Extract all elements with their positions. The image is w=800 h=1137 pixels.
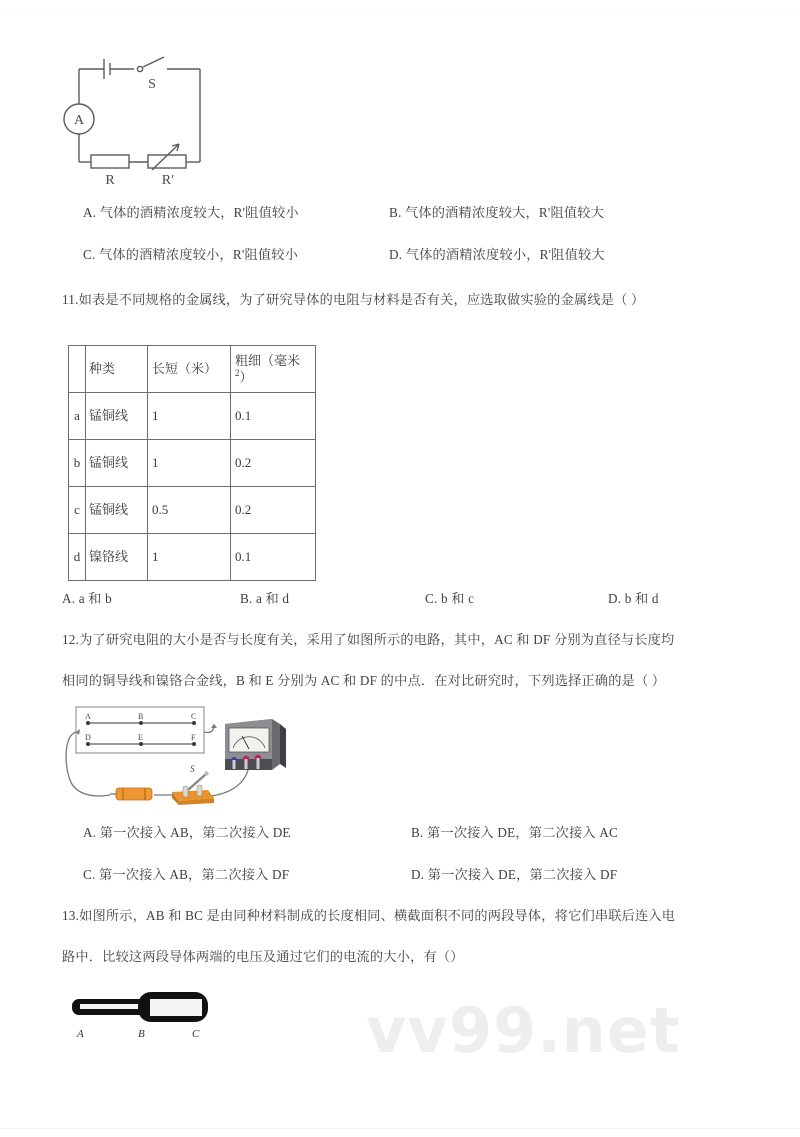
q12-option-d-text: 第一次接入 DE，第二次接入 DF (427, 867, 618, 882)
row-length: 1 (148, 440, 231, 487)
table-row (69, 440, 316, 487)
row-index: d (69, 534, 86, 581)
node-a-label: A (85, 712, 91, 721)
q10-option-d-text: 气体的酒精浓度较小，R'阻值较大 (405, 247, 605, 262)
switch-label: S (148, 77, 156, 92)
row-thickness: 0.2 (231, 440, 316, 487)
q11-option-d-key: D. (608, 591, 622, 606)
ammeter-device (225, 719, 286, 770)
q12-option-b (411, 822, 618, 841)
q12-option-d (411, 864, 617, 883)
q10-option-d (389, 244, 605, 263)
node-e-label: E (138, 733, 143, 742)
q13-conductor-diagram (66, 985, 266, 1045)
node-b-label: B (138, 1028, 145, 1040)
q11-option-b-text: a 和 d (256, 591, 290, 606)
page-top-rule (0, 8, 800, 9)
q12-option-a-text: 第一次接入 AB，第二次接入 DE (99, 825, 291, 840)
q12-option-c-key: C. (83, 867, 96, 882)
header-thickness-suffix: ） (239, 369, 253, 385)
q11-option-d (608, 588, 659, 607)
row-length: 1 (148, 534, 231, 581)
node-d-label: D (85, 733, 91, 742)
q11-stem: 11.如表是不同规格的金属线，为了研究导体的电阻与材料是否有关，应选取做实验的金属线是（ ） (62, 292, 645, 307)
q10-option-a-text: 气体的酒精浓度较大，R'阻值较小 (99, 205, 299, 220)
q10-option-c (83, 244, 298, 263)
q13-stem-line1: 13.如图所示，AB 和 BC 是由同种材料制成的长度相同、横截面积不同的两段导体，将它们串联后连入电 (62, 908, 676, 923)
row-thickness: 0.1 (231, 534, 316, 581)
header-thickness-sup: 2 (235, 368, 240, 379)
node-a-label: A (77, 1028, 84, 1040)
ammeter-label: A (73, 113, 85, 128)
q11-option-c (425, 588, 474, 607)
row-index: b (69, 440, 86, 487)
table-row (69, 487, 316, 534)
q12-option-b-key: B. (411, 825, 424, 840)
q11-option-a (62, 588, 112, 607)
q10-option-b-key: B. (389, 205, 402, 220)
node-b-label: B (138, 712, 144, 721)
q11-wire-table (68, 345, 316, 581)
q12-option-c-text: 第一次接入 AB，第二次接入 DF (99, 867, 290, 882)
q13-stem-line2: 路中．比较这两段导体两端的电压及通过它们的电流的大小，有（） (62, 949, 464, 964)
q12-option-b-text: 第一次接入 DE，第二次接入 AC (427, 825, 618, 840)
row-kind: 锰铜线 (86, 487, 148, 534)
header-length: 长短（米） (148, 346, 231, 393)
q12-option-c (83, 864, 289, 883)
resistor-label: R (105, 173, 115, 188)
row-thickness: 0.2 (231, 487, 316, 534)
row-index: c (69, 487, 86, 534)
q12-option-a (83, 822, 291, 841)
rheostat-label: R′ (161, 173, 175, 188)
q12-stem-line1: 12.为了研究电阻的大小是否与长度有关，采用了如图所示的电路，其中，AC 和 DF 分别为直径与长度均 (62, 632, 675, 647)
table-header-row (69, 346, 316, 393)
q12-option-d-key: D. (411, 867, 425, 882)
header-kind: 种类 (86, 346, 148, 393)
q12-stem-line2: 相同的铜导线和镍铬合金线，B 和 E 分别为 AC 和 DF 的中点．在对比研究时，下列选择正确的是（ ） (62, 673, 666, 688)
row-thickness: 0.1 (231, 393, 316, 440)
q10-option-c-key: C. (83, 247, 96, 262)
q12-apparatus-diagram (62, 702, 294, 810)
row-kind: 锰铜线 (86, 440, 148, 487)
q10-option-b (389, 202, 604, 221)
node-c-label: C (192, 1028, 200, 1040)
q10-option-a-key: A. (83, 205, 97, 220)
node-c-label: C (191, 712, 197, 721)
q10-option-b-text: 气体的酒精浓度较大，R'阻值较大 (405, 205, 604, 220)
row-length: 1 (148, 393, 231, 440)
header-index (69, 346, 86, 393)
q11-option-a-key: A. (62, 591, 76, 606)
q10-circuit-diagram (60, 52, 310, 192)
table-row (69, 534, 316, 581)
site-watermark: vv99.net (366, 994, 681, 1067)
row-length: 0.5 (148, 487, 231, 534)
table-row (69, 393, 316, 440)
row-kind: 锰铜线 (86, 393, 148, 440)
switch-label: S (190, 764, 195, 774)
q10-option-c-text: 气体的酒精浓度较小，R'阻值较小 (99, 247, 298, 262)
q11-option-d-text: b 和 d (624, 591, 659, 606)
q10-option-a (83, 202, 299, 221)
q11-option-c-key: C. (425, 591, 438, 606)
row-index: a (69, 393, 86, 440)
q11-option-b-key: B. (240, 591, 253, 606)
page-bottom-rule (0, 1128, 800, 1129)
switch-device (172, 764, 214, 805)
q12-option-a-key: A. (83, 825, 97, 840)
q11-option-c-text: b 和 c (441, 591, 475, 606)
battery-device (110, 788, 152, 800)
row-kind: 镍铬线 (86, 534, 148, 581)
node-f-label: F (191, 733, 196, 742)
q11-option-b (240, 588, 289, 607)
q11-option-a-text: a 和 b (78, 591, 112, 606)
q10-option-d-key: D. (389, 247, 403, 262)
header-thickness (231, 346, 316, 393)
header-thickness-prefix: 粗细（毫米 (235, 352, 301, 368)
